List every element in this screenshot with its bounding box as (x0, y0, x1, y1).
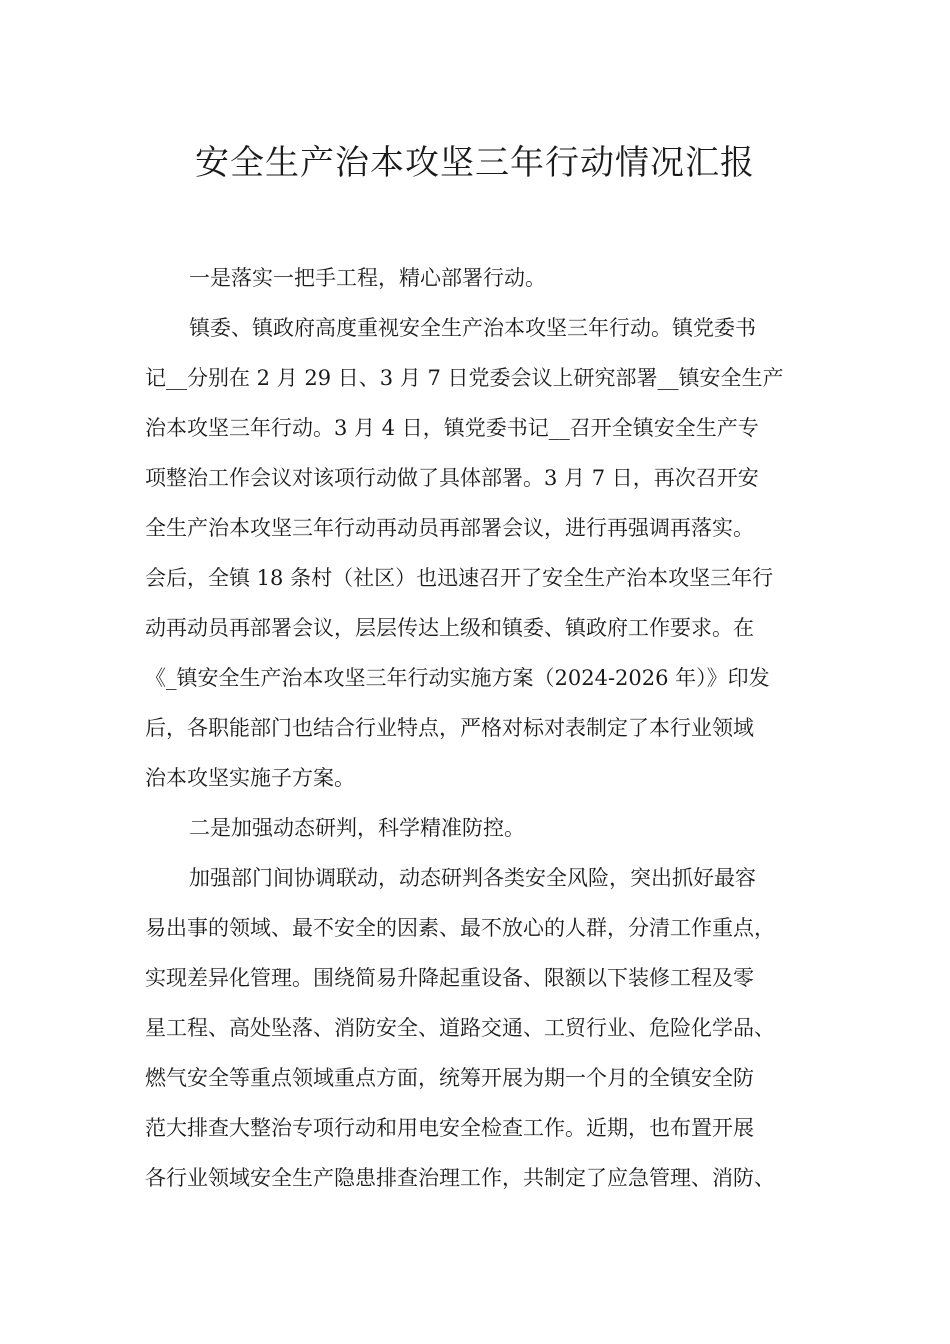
paragraph-1 (145, 303, 825, 803)
text-line: 动再动员再部署会议，层层传达上级和镇委、镇政府工作要求。在 (145, 616, 754, 640)
document-title: 安全生产治本攻坚三年行动情况汇报 (195, 143, 755, 183)
text-line: 各行业领域安全生产隐患排查治理工作，共制定了应急管理、消防、 (145, 1166, 775, 1190)
text-line: 范大排查大整治专项行动和用电安全检查工作。近期，也布置开展 (145, 1116, 754, 1140)
text-line: 记__分别在 2 月 29 日、3 月 7 日党委会议上研究部署__镇安全生产 (145, 366, 784, 390)
text-line: 加强部门间协调联动，动态研判各类安全风险，突出抓好最容 (189, 866, 756, 890)
text-line: 治本攻坚三年行动。3 月 4 日，镇党委书记__召开全镇安全生产专 (145, 416, 759, 440)
text-line: 易出事的领域、最不安全的因素、最不放心的人群，分清工作重点， (145, 916, 775, 940)
paragraph-heading-1 (145, 253, 825, 303)
text-line: 星工程、高处坠落、消防安全、道路交通、工贸行业、危险化学品、 (145, 1016, 775, 1040)
text-line: 全生产治本攻坚三年行动再动员再部署会议，进行再强调再落实。 (145, 516, 754, 540)
text-line: 后，各职能部门也结合行业特点，严格对标对表制定了本行业领域 (145, 716, 754, 740)
text-line: 实现差异化管理。围绕简易升降起重设备、限额以下装修工程及零 (145, 966, 754, 990)
text-line: 会后，全镇 18 条村（社区）也迅速召开了安全生产治本攻坚三年行 (145, 566, 774, 590)
text-line: 项整治工作会议对该项行动做了具体部署。3 月 7 日，再次召开安 (145, 466, 759, 490)
paragraph-heading-2 (145, 803, 825, 853)
paragraph-2 (145, 853, 825, 1203)
text-line: 镇委、镇政府高度重视安全生产治本攻坚三年行动。镇党委书 (189, 316, 756, 340)
text-line: 二是加强动态研判，科学精准防控。 (189, 816, 525, 840)
text-line: 治本攻坚实施子方案。 (145, 766, 355, 790)
document-body (145, 253, 825, 1203)
text-line: 一是落实一把手工程，精心部署行动。 (189, 266, 546, 290)
text-line: 《_镇安全生产治本攻坚三年行动实施方案（2024-2026 年）》印发 (145, 666, 770, 690)
text-line: 燃气安全等重点领域重点方面，统筹开展为期一个月的全镇安全防 (145, 1066, 754, 1090)
